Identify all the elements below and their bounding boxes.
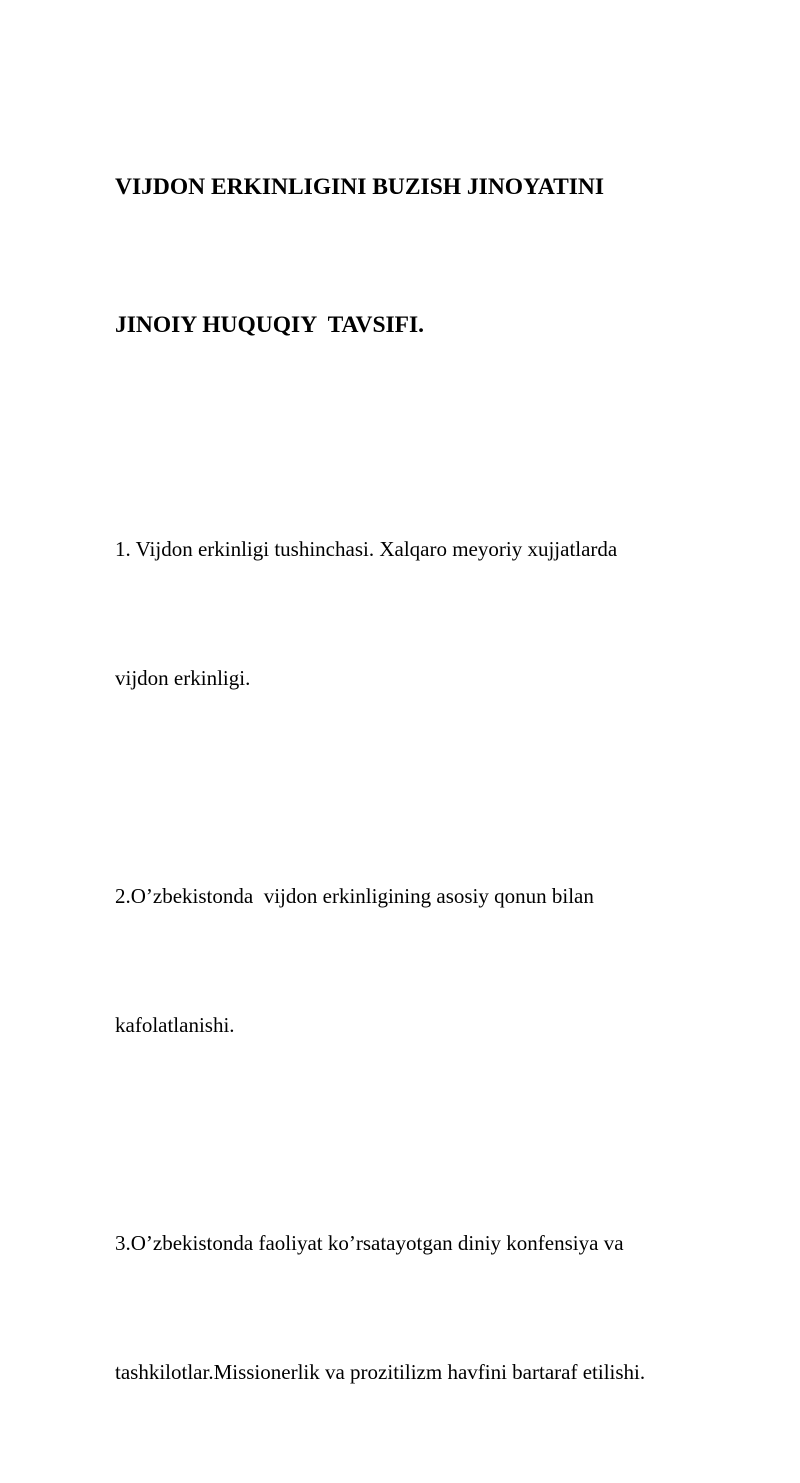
- outline-item-3-line-1: 3.O’zbekistonda faoliyat ko’rsatayotgan diniy konfensiya va: [115, 1231, 624, 1255]
- title-line-1: VIJDON ERKINLIGINI BUZISH JINOYATINI: [115, 174, 605, 200]
- outline-item-3: [115, 1136, 755, 1480]
- outline-item-1-line-2: vijdon erkinligi.: [115, 666, 251, 690]
- document-body: [115, 72, 755, 1483]
- outline-item-1: [115, 442, 755, 786]
- outline-item-1-line-1: 1. Vijdon erkinligi tushinchasi. Xalqaro meyoriy xujjatlarda: [115, 537, 618, 561]
- document-title: [115, 72, 755, 440]
- outline-item-3-line-2: tashkilotlar.Missionerlik va prozitilizm havfini bartaraf etilishi.: [115, 1360, 646, 1384]
- outline-item-2-line-2: kafolatlanishi.: [115, 1013, 235, 1037]
- title-line-2: JINOIY HUQUQIY TAVSIFI.: [115, 312, 425, 338]
- outline-item-2-line-1: 2.O’zbekistonda vijdon erkinligining asosiy qonun bilan: [115, 884, 594, 908]
- outline-item-2: [115, 789, 755, 1133]
